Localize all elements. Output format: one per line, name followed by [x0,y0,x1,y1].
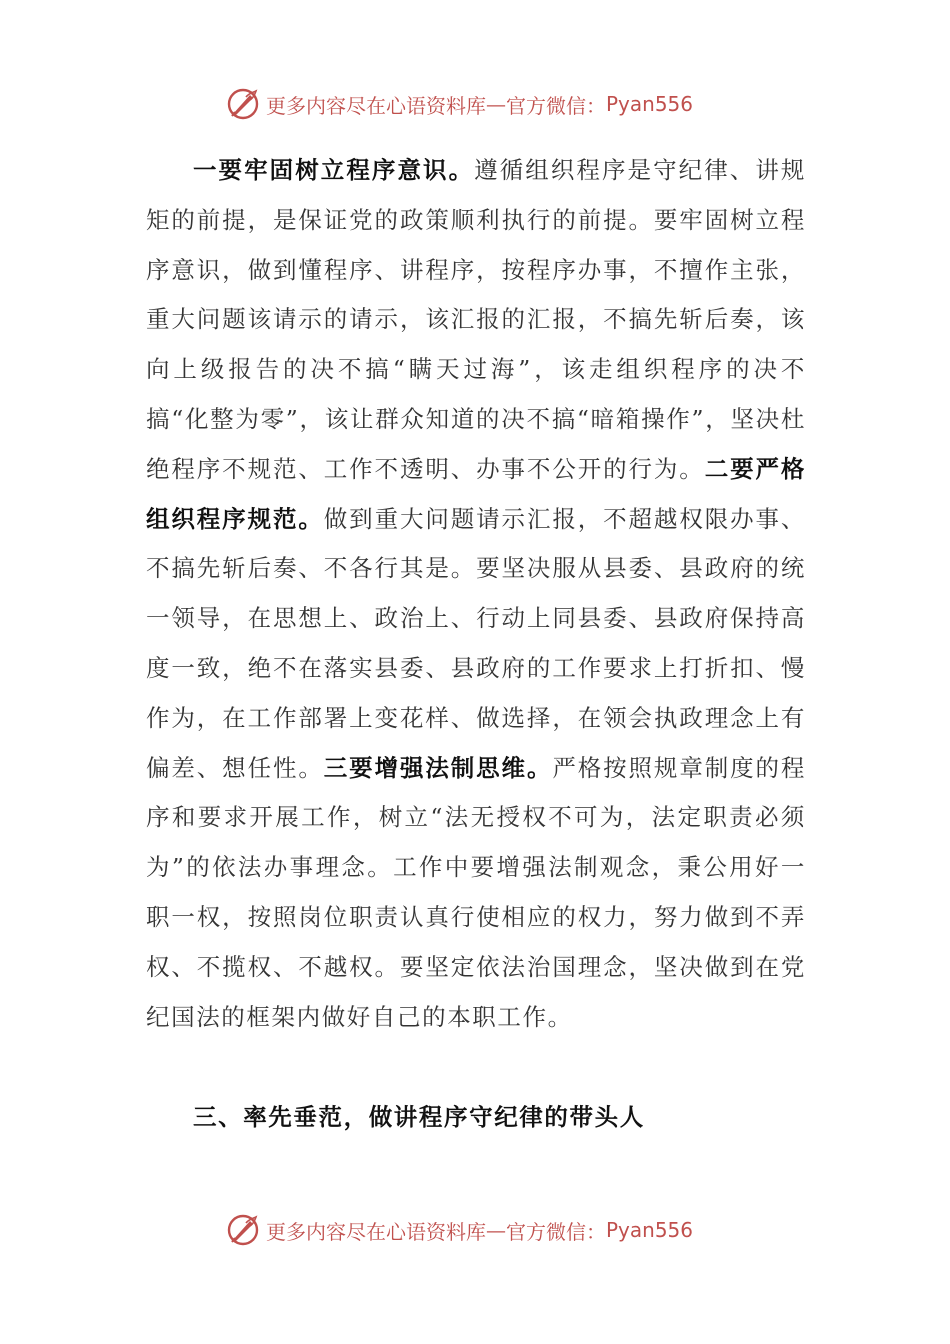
watermark-separator: — [486,1218,506,1242]
point-three-text: 严格按照规章制度的程序和要求开展工作，树立“法无授权不可为，法定职责必须为”的依法办事理念。工作中要增强法制观念，秉公用好一职一权，按照岗位职责认真行使相应的权力，努力做到不弄权、不揽权、不越权。要坚定依法治国理念，坚决做到在党纪国法的框架内做好自己的本职工作。 [146,753,807,1031]
body-paragraph [146,146,806,1042]
point-three-heading: 三要增强法制思维。 [323,753,553,782]
watermark-wechat-label: 官方微信： [506,1219,606,1244]
watermark-wechat-id: Pyan556 [606,92,694,116]
watermark-site-text: 更多内容尽在心语资料库 [266,93,486,118]
watermark-site-text: 更多内容尽在心语资料库 [266,1219,486,1244]
header-watermark [226,84,746,124]
section-heading: 三、率先垂范，做讲程序守纪律的带头人 [193,1103,645,1131]
point-one-heading: 一要牢固树立程序意识。 [193,156,475,184]
point-two-text: 做到重大问题请示汇报，不超越权限办事、不搞先斩后奏、不各行其是。要坚决服从县委、县政府的统一领导，在思想上、政治上、行动上同县委、县政府保持高度一致，绝不在落实县委、县政府的工作要求上打折扣、慢作为，在工作部署上变花样、做选择，在领会执政理念上有偏差、想任性。 [146,504,807,782]
quill-logo-icon [226,87,260,121]
footer-watermark [226,1210,746,1250]
point-one-text: 遵循组织程序是守纪律、讲规矩的前提，是保证党的政策顺利执行的前提。要牢固树立程序意识，做到懂程序、讲程序，按程序办事，不擅作主张，重大问题该请示的请示，该汇报的汇报，不搞先斩后奏，该向上级报告的决不搞“瞒天过海”，该走组织程序的决不搞“化整为零”，该让群众知道的决不搞“暗箱操作”，坚决杜绝程序不规范、工作不透明、办事不公开的行为。 [146,156,806,483]
point-two-heading: 二要严格组织程序规范。 [146,454,806,533]
watermark-separator: — [486,92,506,116]
quill-logo-icon [226,1213,260,1247]
watermark-wechat-id: Pyan556 [606,1218,694,1242]
watermark-wechat-label: 官方微信： [506,93,606,118]
